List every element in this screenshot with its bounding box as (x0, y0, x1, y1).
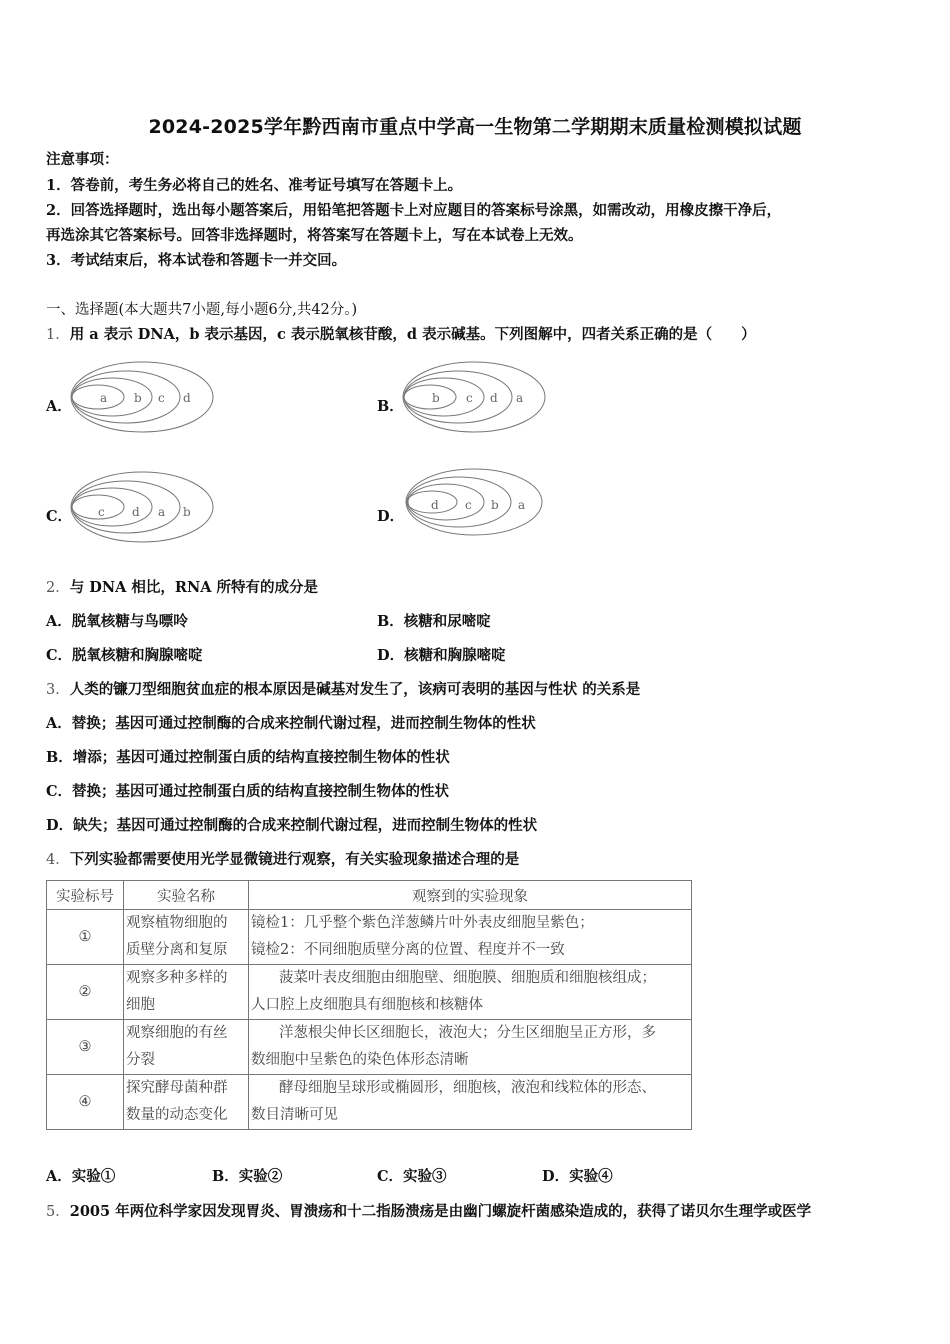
question-2 (46, 578, 318, 598)
set-label: d (183, 391, 191, 405)
question-1 (46, 325, 756, 345)
table-cell: 观察植物细胞的 质壁分离和复原 (124, 910, 249, 965)
table-row (47, 965, 692, 1020)
q4-option-b: B．实验② (212, 1168, 283, 1185)
question-number: 5． (46, 1204, 70, 1220)
set-label: a (516, 391, 524, 405)
table-cell: ① (47, 910, 124, 965)
table-cell: ④ (47, 1075, 124, 1130)
set-label: b (183, 505, 191, 519)
q3-option-d: D．缺失；基因可通过控制酶的合成来控制代谢过程，进而控制生物体的性状 (46, 817, 538, 834)
table-cell: 洋葱根尖伸长区细胞长，液泡大；分生区细胞呈正方形，多 数细胞中呈紫色的染色体形态清晰 (249, 1020, 692, 1075)
q3-option-c: C．替换；基因可通过控制蛋白质的结构直接控制生物体的性状 (46, 783, 450, 800)
q1-option-b-diagram (402, 360, 552, 434)
question-number: 3． (46, 682, 70, 698)
notes-item: 2．回答选择题时，选出每小题答案后，用铅笔把答题卡上对应题目的答案标号涂黑，如需改动，用橡皮擦干净后， (46, 202, 782, 219)
set-label: c (158, 391, 165, 405)
q4-option-c: C．实验③ (377, 1168, 447, 1185)
question-number: 4． (46, 852, 70, 868)
set-label: a (158, 505, 166, 519)
question-text: 与 DNA 相比，RNA 所特有的成分是 (69, 579, 319, 596)
notes-heading: 注意事项： (46, 151, 119, 168)
q2-option-c: C．脱氧核糖和胸腺嘧啶 (46, 647, 203, 664)
section-heading: 一、选择题(本大题共7小题,每小题6分,共42分。) (46, 302, 358, 318)
q1-option-d-diagram (404, 466, 546, 538)
q1-option-a-diagram (70, 360, 220, 434)
q1-option-c-diagram (70, 470, 220, 544)
set-label: b (432, 391, 440, 405)
question-number: 2． (46, 580, 70, 596)
question-text: 2005 年两位科学家因发现胃炎、胃溃疡和十二指肠溃疡是由幽门螺旋杆菌感染造成的，获得了诺贝尔生理学或医学 (69, 1203, 812, 1220)
table-cell: 观察多种多样的 细胞 (124, 965, 249, 1020)
q2-option-a: A．脱氧核糖与鸟嘌呤 (46, 613, 188, 630)
set-label: d (431, 498, 439, 512)
set-label: c (465, 498, 472, 512)
question-number: 1． (46, 327, 70, 343)
q1-option-b-label: B． (377, 398, 404, 415)
set-label: d (132, 505, 140, 519)
set-label: c (466, 391, 473, 405)
notes-item: 再选涂其它答案标号。回答非选择题时，将答案写在答题卡上，写在本试卷上无效。 (46, 227, 583, 244)
set-label: b (491, 498, 499, 512)
q3-option-b: B．增添；基因可通过控制蛋白质的结构直接控制生物体的性状 (46, 749, 450, 766)
table-cell: 酵母细胞呈球形或椭圆形，细胞核，液泡和线粒体的形态、 数目清晰可见 (249, 1075, 692, 1130)
table-header: 观察到的实验现象 (249, 881, 692, 910)
q3-option-a: A．替换；基因可通过控制酶的合成来控制代谢过程，进而控制生物体的性状 (46, 715, 536, 732)
q1-option-d-label: D． (377, 508, 405, 525)
set-label: c (98, 505, 105, 519)
question-text: 用 a 表示 DNA，b 表示基因，c 表示脱氧核苷酸，d 表示碱基。下列图解中，四者关系正确的是（ ） (69, 326, 756, 343)
experiment-table (46, 880, 692, 1130)
q1-option-a-label: A． (46, 398, 72, 415)
table-cell: ③ (47, 1020, 124, 1075)
notes-item: 1．答卷前，考生务必将自己的姓名、准考证号填写在答题卡上。 (46, 177, 463, 194)
question-text: 下列实验都需要使用光学显微镜进行观察，有关实验现象描述合理的是 (69, 851, 520, 868)
table-cell: ② (47, 965, 124, 1020)
table-header: 实验标号 (47, 881, 124, 910)
table-cell: 菠菜叶表皮细胞由细胞壁、细胞膜、细胞质和细胞核组成； 人口腔上皮细胞具有细胞核和核糖体 (249, 965, 692, 1020)
question-text: 人类的镰刀型细胞贫血症的根本原因是碱基对发生了，该病可表明的基因与性状 的关系是 (69, 681, 641, 698)
q4-option-a: A．实验① (46, 1168, 116, 1185)
question-3 (46, 680, 640, 700)
question-5 (46, 1202, 811, 1222)
q2-option-d: D．核糖和胸腺嘧啶 (377, 647, 506, 664)
table-cell: 探究酵母菌种群 数量的动态变化 (124, 1075, 249, 1130)
set-label: b (134, 391, 142, 405)
q2-option-b: B．核糖和尿嘧啶 (377, 613, 491, 630)
q1-option-c-label: C． (46, 508, 73, 525)
table-row (47, 1075, 692, 1130)
q4-option-d: D．实验④ (542, 1168, 613, 1185)
table-row (47, 1020, 692, 1075)
table-cell: 观察细胞的有丝 分裂 (124, 1020, 249, 1075)
set-label: a (518, 498, 526, 512)
table-header: 实验名称 (124, 881, 249, 910)
table-row (47, 910, 692, 965)
question-4 (46, 850, 519, 870)
set-label: d (490, 391, 498, 405)
notes-item: 3．考试结束后，将本试卷和答题卡一并交回。 (46, 252, 347, 269)
set-label: a (100, 391, 108, 405)
page-title: 2024-2025学年黔西南市重点中学高一生物第二学期期末质量检测模拟试题 (148, 116, 802, 138)
table-header-row (47, 881, 692, 910)
table-cell: 镜检1：几乎整个紫色洋葱鳞片叶外表皮细胞呈紫色； 镜检2：不同细胞质壁分离的位置、程度并不一致 (249, 910, 692, 965)
